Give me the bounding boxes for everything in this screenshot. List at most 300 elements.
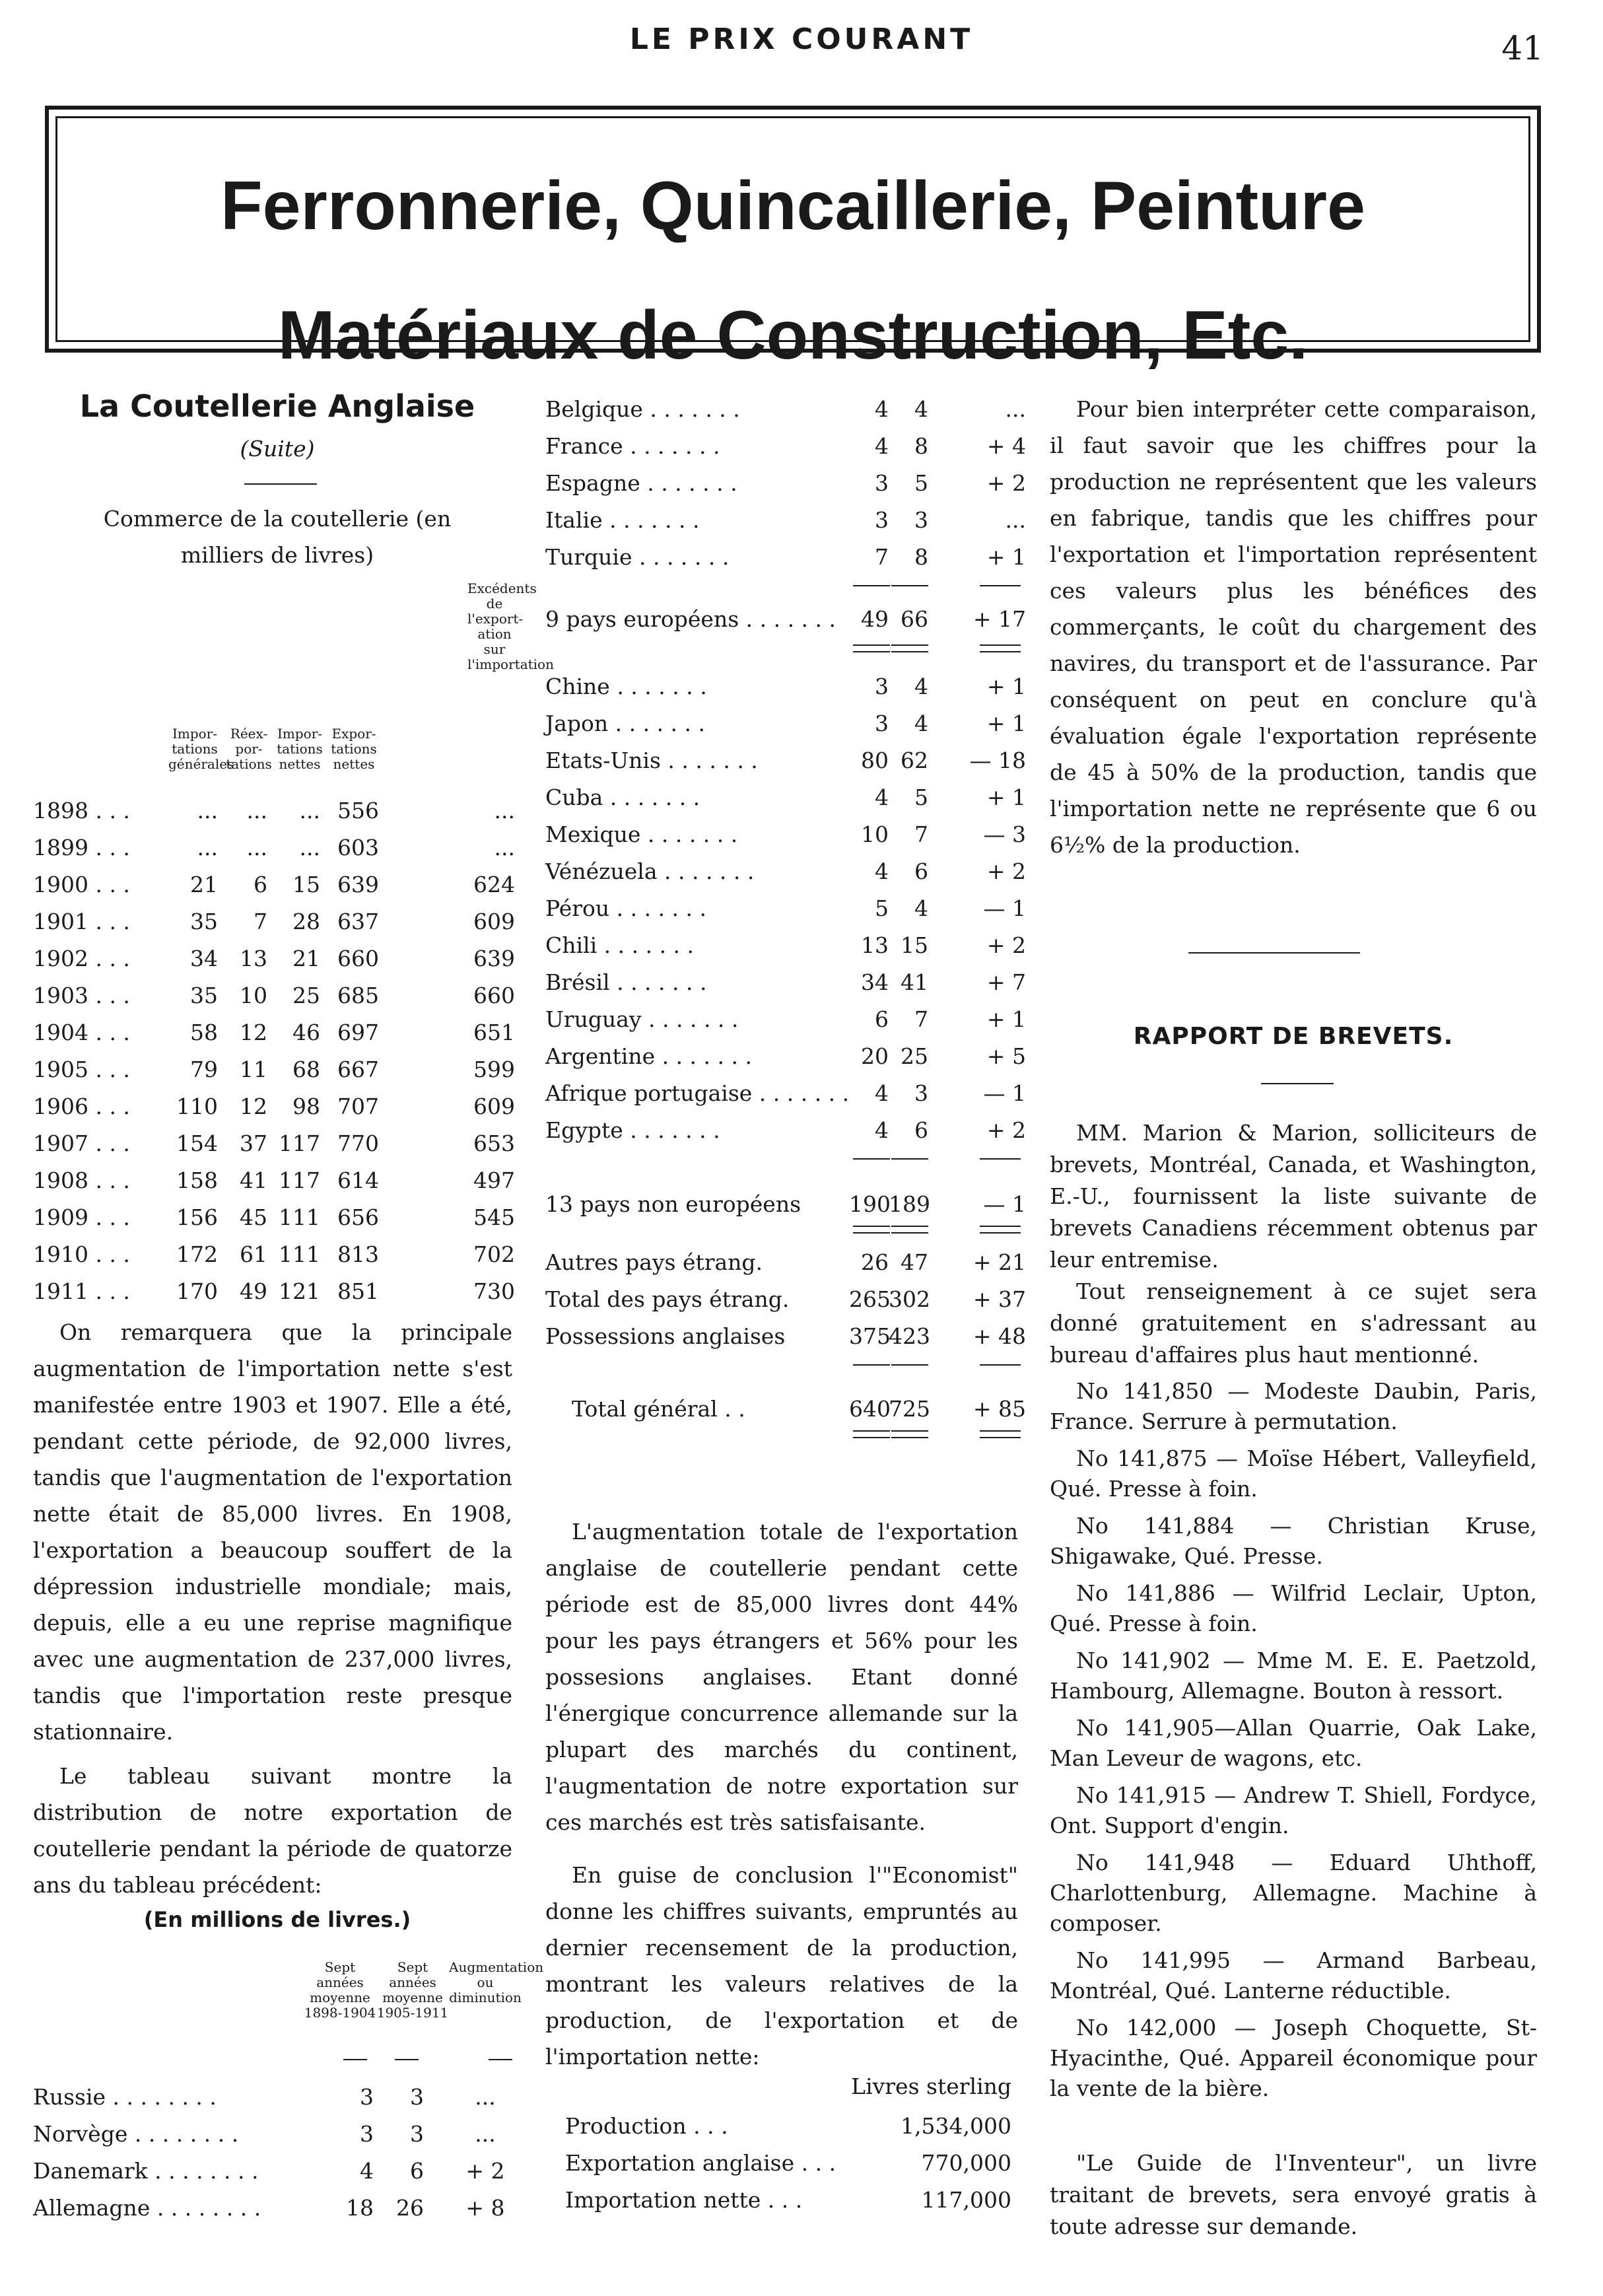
rule [891,1364,928,1366]
table-row [545,2108,1026,2145]
table-row [33,2190,522,2227]
header-augmentation: Augmentation ou diminution [449,1959,544,2005]
value-cell: 6 [875,1006,889,1032]
importations-cell: 154 [176,1131,218,1156]
change-cell: + 17 [972,606,1026,632]
value-cell: 34 [861,969,889,995]
importations-nettes-cell: 117 [279,1131,320,1156]
value-cell: 4 [875,396,889,422]
table2-caption: (En millions de livres.) [143,1907,411,1932]
rule [980,1158,1021,1160]
excedents-cell: 660 [473,983,515,1008]
table-row [33,866,522,903]
country-cell: Belgique . . . . . . . [545,396,740,422]
rule [891,585,928,586]
excedents-cell: 730 [473,1278,515,1304]
exportations-nettes-cell: 770 [337,1131,379,1156]
country-cell: Total des pays étrang. [545,1286,790,1312]
table-row [545,601,1026,638]
table-row [33,1125,522,1162]
change-cell: + 21 [972,1249,1026,1275]
value-cell: 5 [914,470,928,496]
year-cell: 1904 . . . [33,1020,130,1045]
header-excedents: Excédents de l'export-ation sur l'importation [467,580,554,672]
exportations-nettes-cell: 851 [337,1278,379,1304]
value-cell: 3 [875,711,889,736]
label-cell: Production . . . [565,2113,728,2139]
table-row [33,1051,522,1088]
importations-cell: 34 [190,946,218,971]
column-3 [1050,391,1537,2279]
double-rule [891,1226,928,1234]
paragraph: Pour bien interpréter cette comparaison, il faut savoir que les chiffres pour la production ne représentent que les valeurs en fabrique, tandis que les chiffres pour l'exportation et l'importation représentent ces valeurs plus les bénéfices des commerçants, le coût du chargement des navires, du transport et de l'assurance. Par conséquent on peut en conclure qu'à évaluation égale l'exportation représente de 45 à 50% de la production, tandis que l'importation nette ne représente que 6 ou 6½% de la production. [1050,396,1537,858]
patent-entry: No 141,905—Allan Quarrie, Oak Lake, Man Leveur de wagons, etc. [1050,1715,1537,1771]
change-cell: + 8 [465,2195,505,2221]
patent-entry: No 141,948 — Eduard Uhthoff, Charlottenburg, Allemagne. Machine à composer. [1050,1850,1537,1936]
paragraph: En guise de conclusion l'"Economist" donne les chiffres suivants, empruntés au dernier recensement de la production, montrant les valeurs relatives de la production, de l'exportation et de l'importation nette: [545,1862,1018,2070]
table-row [33,940,522,977]
table-row [545,1281,1026,1318]
reexportations-cell: 49 [240,1278,267,1304]
change-cell: ... [475,2121,496,2147]
paragraph: Le tableau suivant montre la distribution de notre exportation de coutellerie pendant la période de quatorze ans du tableau précédent: [33,1763,512,1898]
country-cell: Allemagne . . . . . . . . [33,2195,261,2221]
change-cell: + 1 [986,784,1026,810]
page-title-line1: Ferronnerie, Quincaillerie, Peinture [221,168,1365,244]
label-cell: Importation nette . . . [565,2187,803,2213]
value-cell: 4 [914,396,928,422]
paragraph: L'augmentation totale de l'exportation anglaise de coutellerie pendant cette période est de 85,000 livres dont 44% pour les pays étrangers et 56% pour les possesions anglaises. Etant donné l'énergique concurrence allemande sur la plupart des marchés du continent, l'augmentation de notre exportation sur ces marchés est très satisfaisante. [545,1519,1018,1835]
patent-entry: No 142,000 — Joseph Choquette, St-Hyacinthe, Qué. Appareil économique pour la vente de la bière. [1050,2015,1537,2101]
exportations-nettes-cell: 637 [337,909,379,934]
year-cell: 1902 . . . [33,946,130,971]
value-cell: 3 [410,2121,424,2147]
exportations-nettes-cell: 707 [337,1094,379,1119]
patent-entry: No 141,915 — Andrew T. Shiell, Fordyce, Ont. Support d'engin. [1050,1782,1537,1838]
header-sept-annees-1: Sept années moyenne 1898-1904 [304,1959,376,2021]
table-row [545,668,1026,705]
patent-entry: No 141,902 — Mme M. E. E. Paetzold, Hambourg, Allemagne. Bouton à ressort. [1050,1648,1537,1704]
change-cell: + 4 [986,433,1026,459]
country-cell: Chili . . . . . . . [545,932,695,958]
value-cell: 265 [849,1286,891,1312]
table-row [33,1162,522,1199]
page-title-line2: Matériaux de Construction, Etc. [277,297,1309,374]
table-row [545,2145,1026,2182]
running-title: LE PRIX COURANT [629,22,974,56]
reexportations-cell: 45 [240,1204,267,1230]
value-cell: 4 [875,784,889,810]
header-reexportations: Réex-por-tations [226,726,272,772]
importations-nettes-cell: ... [299,835,320,860]
value-cell: 7 [875,544,889,570]
table-row [33,977,522,1014]
change-cell: + 85 [972,1396,1026,1422]
distribution-table [33,2079,522,2237]
patent-entry: No 141,884 — Christian Kruse, Shigawake, Qué. Presse. [1050,1513,1537,1569]
paragraph: MM. Marion & Marion, solliciteurs de brevets, Montréal, Canada, et Washington, E.-U., fournissent la liste suivante de brevets Canadiens récemment obtenus par leur entremise. [1050,1120,1537,1272]
reexportations-cell: 13 [240,946,267,971]
sterling-table [545,2108,1026,2227]
table-row [33,1088,522,1125]
year-cell: 1898 . . . [33,798,130,823]
value-cell: 3 [875,507,889,533]
exportations-nettes-cell: 667 [337,1057,379,1082]
table-row [545,502,1026,539]
excedents-cell: 609 [473,909,515,934]
value-cell: 4 [875,858,889,884]
importations-cell: 172 [176,1241,218,1267]
exportations-nettes-cell: 614 [337,1167,379,1193]
header-importations-nettes: Impor-tations nettes [277,726,323,772]
rule [853,1364,890,1366]
column-1 [33,383,554,2272]
value-cell: 25 [901,1043,928,1069]
excedents-cell: 639 [473,946,515,971]
exportations-nettes-cell: 660 [337,946,379,971]
value-cell: 4 [914,674,928,699]
change-cell: — 1 [983,895,1026,921]
value-cell: 3 [360,2121,374,2147]
double-rule [853,1430,890,1438]
reexportations-cell: 10 [240,983,267,1008]
country-cell: Etats-Unis . . . . . . . [545,748,758,773]
importations-nettes-cell: 21 [292,946,320,971]
value-cell: 190 [849,1191,891,1217]
year-cell: 1899 . . . [33,835,130,860]
year-cell: 1908 . . . [33,1167,130,1193]
table-row [545,1186,1026,1223]
table-row [545,779,1026,816]
double-rule [980,1430,1021,1438]
value-cell: 20 [861,1043,889,1069]
rule [980,1364,1021,1366]
value-cell: 3 [914,507,928,533]
year-cell: 1903 . . . [33,983,130,1008]
patent-entry: No 141,850 — Modeste Daubin, Paris, France. Serrure à permutation. [1050,1378,1537,1434]
value-cell: 6 [914,858,928,884]
excedents-cell: ... [494,798,515,823]
value-cell: 189 [889,1191,930,1217]
value-cell: 770,000 [921,2150,1011,2176]
change-cell: + 2 [986,932,1026,958]
rule [853,585,890,586]
value-cell: 26 [861,1249,889,1275]
value-cell: 3 [875,674,889,699]
reexportations-cell: 7 [254,909,267,934]
value-cell: 4 [875,1080,889,1106]
country-cell: Afrique portugaise . . . . . . . [545,1080,850,1106]
year-cell: 1910 . . . [33,1241,130,1267]
double-rule [980,1226,1021,1234]
value-cell: 26 [396,2195,424,2221]
importations-nettes-cell: 121 [279,1278,320,1304]
exportations-nettes-cell: 603 [337,835,379,860]
value-cell: 80 [861,748,889,773]
label-cell: Exportation anglaise . . . [565,2150,836,2176]
excedents-cell: 545 [473,1204,515,1230]
country-cell: Autres pays étrang. [545,1249,763,1275]
table-row [545,853,1026,890]
table-row [545,890,1026,927]
reexportations-cell: ... [246,798,267,823]
change-cell: + 37 [972,1286,1026,1312]
value-cell: 10 [861,821,889,847]
excedents-cell: ... [494,835,515,860]
exportations-nettes-cell: 656 [337,1204,379,1230]
value-cell: 66 [901,606,928,632]
article-heading: La Coutellerie Anglaise [79,388,475,424]
excedents-cell: 609 [473,1094,515,1119]
double-rule [980,644,1021,652]
country-cell: Cuba . . . . . . . [545,784,700,810]
value-cell: 3 [875,470,889,496]
importations-cell: 170 [176,1278,218,1304]
year-cell: 1907 . . . [33,1131,130,1156]
value-cell: 117,000 [921,2187,1011,2213]
exportations-nettes-cell: 697 [337,1020,379,1045]
excedents-cell: 651 [473,1020,515,1045]
table-row [33,829,522,866]
exportations-nettes-cell: 556 [337,798,379,823]
country-cell: Brésil . . . . . . . [545,969,707,995]
value-cell: 3 [914,1080,928,1106]
year-cell: 1900 . . . [33,872,130,897]
importations-nettes-cell: 98 [292,1094,320,1119]
table-row [545,1244,1026,1281]
table-caption: Commerce de la coutellerie (en milliers de livres) [103,506,452,568]
country-cell: 13 pays non européens [545,1191,802,1217]
title-box [45,106,1541,374]
table-row [545,391,1026,428]
importations-nettes-cell: ... [299,798,320,823]
country-cell: Vénézuela . . . . . . . [545,858,755,884]
double-rule [853,644,890,652]
importations-cell: ... [197,798,218,823]
patent-entry: No 141,875 — Moïse Hébert, Valleyfield, Qué. Presse à foin. [1050,1445,1537,1502]
value-cell: 3 [410,2084,424,2110]
table-row [545,539,1026,576]
country-cell: Chine . . . . . . . [545,674,707,699]
country-cell: Italie . . . . . . . [545,507,700,533]
table-row [33,903,522,940]
double-rule [853,1226,890,1234]
change-cell: + 7 [986,969,1026,995]
importations-cell: 35 [190,983,218,1008]
country-cell: Russie . . . . . . . . [33,2084,217,2110]
table-row [33,792,522,829]
value-cell: 4 [875,1117,889,1143]
value-cell: 4 [875,433,889,459]
year-cell: 1911 . . . [33,1278,130,1304]
change-cell: ... [1005,396,1026,422]
value-cell: 15 [901,932,928,958]
title-box-inner [55,116,1530,374]
table-row [545,1112,1026,1149]
importations-nettes-cell: 25 [292,983,320,1008]
change-cell: + 1 [986,1006,1026,1032]
sterling-header: Livres sterling [851,2073,1011,2099]
importations-nettes-cell: 111 [279,1241,320,1267]
year-cell: 1905 . . . [33,1057,130,1082]
patent-list [1050,1376,1537,2110]
rule [343,2059,367,2060]
change-cell: + 1 [986,711,1026,736]
value-cell: 423 [889,1323,930,1349]
excedents-cell: 702 [473,1241,515,1267]
excedents-cell: 497 [473,1167,515,1193]
rule [853,1158,890,1160]
paragraph: Tout renseignement à ce sujet sera donné gratuitement en s'adressant au bureau d'affaires plus haut mentionné. [1050,1278,1537,1368]
reexportations-cell: 11 [240,1057,267,1082]
value-cell: 62 [901,748,928,773]
short-rule [1261,1083,1334,1084]
exportations-nettes-cell: 685 [337,983,379,1008]
reexportations-cell: 12 [240,1094,267,1119]
table-row [545,465,1026,502]
rule [980,585,1021,586]
value-cell: 13 [861,932,889,958]
importations-cell: 158 [176,1167,218,1193]
value-cell: 41 [901,969,928,995]
value-cell: 375 [849,1323,891,1349]
section-rule [1188,952,1360,954]
rule [489,2059,512,2060]
exportations-nettes-cell: 639 [337,872,379,897]
column-2 [545,391,1026,2279]
change-cell: + 2 [986,470,1026,496]
importations-cell: 110 [176,1094,218,1119]
brevets-heading: RAPPORT DE BREVETS. [1133,1023,1454,1050]
patent-entry: No 141,995 — Armand Barbeau, Montréal, Qué. Lanterne réductible. [1050,1947,1537,2003]
importations-cell: ... [197,835,218,860]
value-cell: 5 [914,784,928,810]
value-cell: 302 [889,1286,930,1312]
header-sept-annees-2: Sept années moyenne 1905-1911 [376,1959,449,2021]
importations-nettes-cell: 28 [292,909,320,934]
value-cell: 4 [360,2158,374,2184]
page-number: 41 [1501,29,1544,67]
importations-nettes-cell: 46 [292,1020,320,1045]
table-row [545,1038,1026,1075]
importations-nettes-cell: 117 [279,1167,320,1193]
paragraph: On remarquera que la principale augmentation de l'importation nette s'est manifestée entre 1903 et 1907. Elle a été, pendant cette période, de 92,000 livres, tandis que l'augmentation de l'exportation nette était de 85,000 livres. En 1908, l'exportation a beaucoup souffert de la dépression industrielle mondiale; mais, depuis, elle a eu une reprise magnifique avec une augmentation de 237,000 livres, tandis que l'importation reste presque stationnaire. [33,1319,512,1745]
change-cell: ... [1005,507,1026,533]
value-cell: 640 [849,1396,891,1422]
country-cell: Mexique . . . . . . . [545,821,738,847]
country-cell: Total général . . [572,1396,745,1422]
value-cell: 725 [889,1396,930,1422]
short-rule [244,483,317,485]
double-rule [891,644,928,652]
exportations-nettes-cell: 813 [337,1241,379,1267]
change-cell: ... [475,2084,496,2110]
table-row [545,1001,1026,1038]
reexportations-cell: 6 [254,872,267,897]
importations-cell: 21 [190,872,218,897]
value-cell: 18 [346,2195,374,2221]
double-rule [891,1430,928,1438]
importations-nettes-cell: 68 [292,1057,320,1082]
country-cell: Japon . . . . . . . [545,711,706,736]
table-row [545,927,1026,964]
value-cell: 47 [901,1249,928,1275]
table-row [545,1391,1026,1428]
change-cell: + 48 [972,1323,1026,1349]
value-cell: 3 [360,2084,374,2110]
reexportations-cell: 41 [240,1167,267,1193]
excedents-cell: 653 [473,1131,515,1156]
change-cell: + 1 [986,544,1026,570]
rule [395,2059,419,2060]
table-row [33,1236,522,1273]
table-row [545,428,1026,465]
value-cell: 4 [914,711,928,736]
coutellerie-table [33,792,522,1321]
value-cell: 8 [914,433,928,459]
country-cell: Uruguay . . . . . . . [545,1006,739,1032]
country-cell: Egypte . . . . . . . [545,1117,720,1143]
value-cell: 7 [914,821,928,847]
change-cell: + 1 [986,674,1026,699]
excedents-cell: 624 [473,872,515,897]
country-cell: Pérou . . . . . . . [545,895,707,921]
country-cell: Espagne . . . . . . . [545,470,737,496]
importations-cell: 35 [190,909,218,934]
change-cell: — 1 [983,1080,1026,1106]
table-row [545,964,1026,1001]
importations-cell: 79 [190,1057,218,1082]
country-cell: Turquie . . . . . . . [545,544,730,570]
value-cell: 49 [861,606,889,632]
country-cell: 9 pays européens . . . . . . . [545,606,836,632]
table-row [33,2153,522,2190]
header-exportations-nettes: Expor-tations nettes [331,726,377,772]
year-cell: 1906 . . . [33,1094,130,1119]
country-cell: Argentine . . . . . . . [545,1043,752,1069]
paragraph: "Le Guide de l'Inventeur", un livre traitant de brevets, sera envoyé gratis à toute adresse sur demande. [1050,2150,1537,2239]
table-row [545,816,1026,853]
change-cell: — 18 [969,748,1026,773]
table-row [545,2182,1026,2219]
reexportations-cell: 37 [240,1131,267,1156]
excedents-cell: 599 [473,1057,515,1082]
article-subheading: (Suite) [240,436,315,462]
year-cell: 1901 . . . [33,909,130,934]
reexportations-cell: ... [246,835,267,860]
importations-nettes-cell: 111 [279,1204,320,1230]
table-row [545,1318,1026,1355]
table-row [33,1199,522,1236]
value-cell: 4 [914,895,928,921]
rule [891,1158,928,1160]
year-cell: 1909 . . . [33,1204,130,1230]
reexportations-cell: 12 [240,1020,267,1045]
change-cell: — 3 [983,821,1026,847]
importations-cell: 58 [190,1020,218,1045]
change-cell: + 2 [465,2158,505,2184]
value-cell: 8 [914,544,928,570]
table-row [33,1273,522,1310]
table-row [33,2116,522,2153]
country-table [545,391,1026,1507]
importations-nettes-cell: 15 [292,872,320,897]
value-cell: 1,534,000 [901,2113,1011,2139]
table-row [545,705,1026,742]
change-cell: + 2 [986,1117,1026,1143]
patent-entry: No 141,886 — Wilfrid Leclair, Upton, Qué. Presse à foin. [1050,1580,1537,1636]
country-cell: France . . . . . . . [545,433,720,459]
